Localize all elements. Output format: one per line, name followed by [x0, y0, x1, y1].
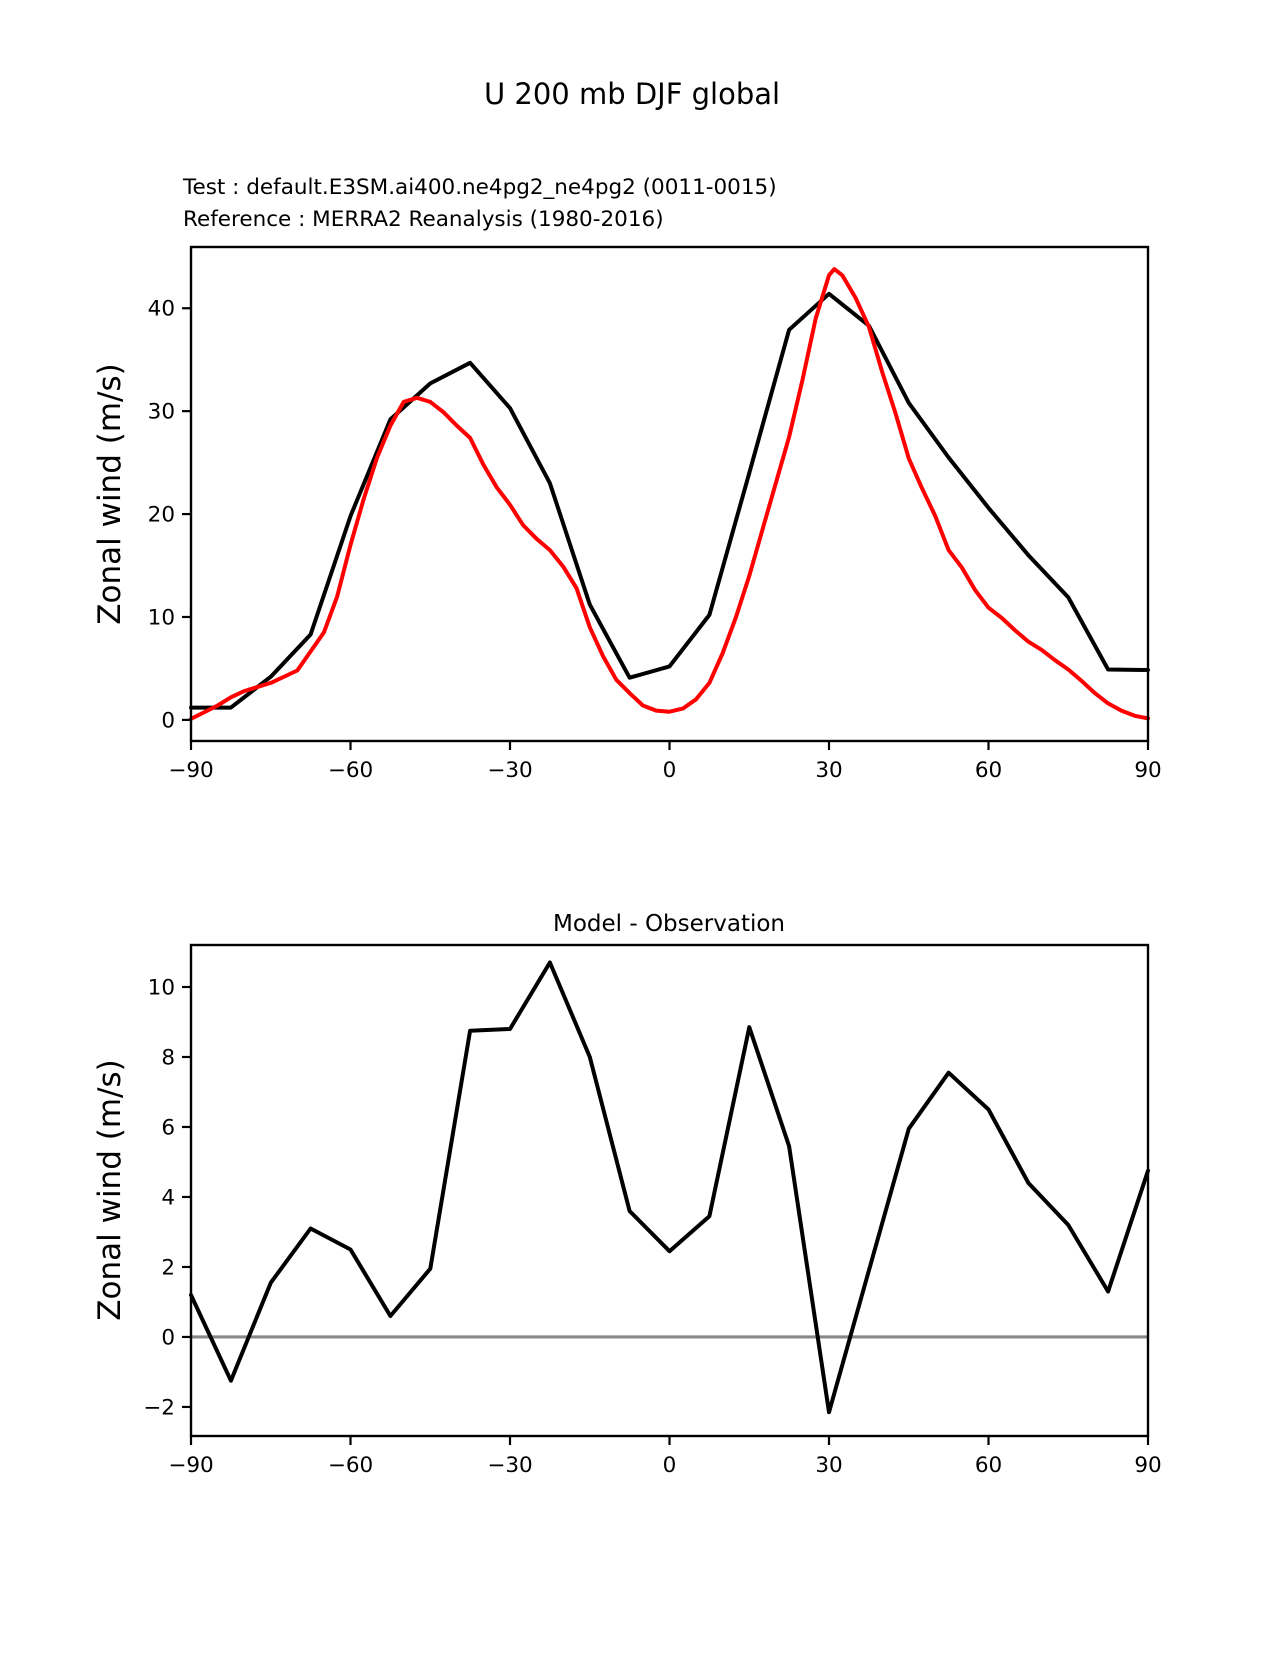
x-tick-label: 30	[815, 1453, 843, 1478]
y-tick-label: 2	[161, 1255, 175, 1281]
y-tick-label: 40	[147, 296, 175, 322]
bottom-chart-ylabel: Zonal wind (m/s)	[92, 1059, 128, 1321]
axes-frame	[191, 945, 1148, 1436]
x-tick-label: 60	[974, 1453, 1003, 1478]
x-tick-label: 0	[662, 758, 677, 783]
y-tick-label: 8	[161, 1045, 175, 1071]
x-tick-label: 60	[974, 758, 1003, 783]
bottom-chart-title: Model - Observation	[552, 911, 786, 937]
y-tick-label: 0	[161, 708, 175, 734]
y-tick-label: −2	[143, 1395, 175, 1421]
y-tick-label: 10	[147, 605, 175, 631]
y-tick-label: 30	[147, 399, 175, 425]
y-tick-label: 10	[147, 975, 175, 1001]
y-tick-label: 6	[161, 1115, 175, 1141]
x-tick-label: −60	[327, 1453, 374, 1478]
reference-run-label: Reference : MERRA2 Reanalysis (1980-2016)	[183, 207, 664, 232]
figure-title: U 200 mb DJF global	[483, 77, 781, 111]
top-chart-plot-area	[148, 247, 1162, 783]
x-tick-label: 30	[815, 758, 843, 783]
x-tick-label: 0	[662, 1453, 677, 1478]
y-tick-label: 0	[161, 1325, 175, 1351]
x-tick-label: −30	[487, 1453, 533, 1478]
model-line	[191, 294, 1148, 708]
y-tick-label: 4	[161, 1185, 175, 1211]
y-tick-label: 20	[147, 502, 175, 528]
x-tick-label: 90	[1134, 1453, 1162, 1478]
x-tick-label: 90	[1134, 758, 1162, 783]
x-tick-label: −60	[327, 758, 374, 783]
diff-line	[191, 963, 1148, 1413]
top-chart-ylabel: Zonal wind (m/s)	[92, 363, 128, 625]
x-tick-label: −90	[168, 1453, 214, 1478]
x-tick-label: −30	[487, 758, 533, 783]
reference-line	[191, 269, 1148, 719]
test-run-label: Test : default.E3SM.ai400.ne4pg2_ne4pg2 (0011-0015)	[183, 175, 777, 200]
bottom-chart-plot-area	[143, 945, 1161, 1478]
x-tick-label: −90	[168, 758, 214, 783]
